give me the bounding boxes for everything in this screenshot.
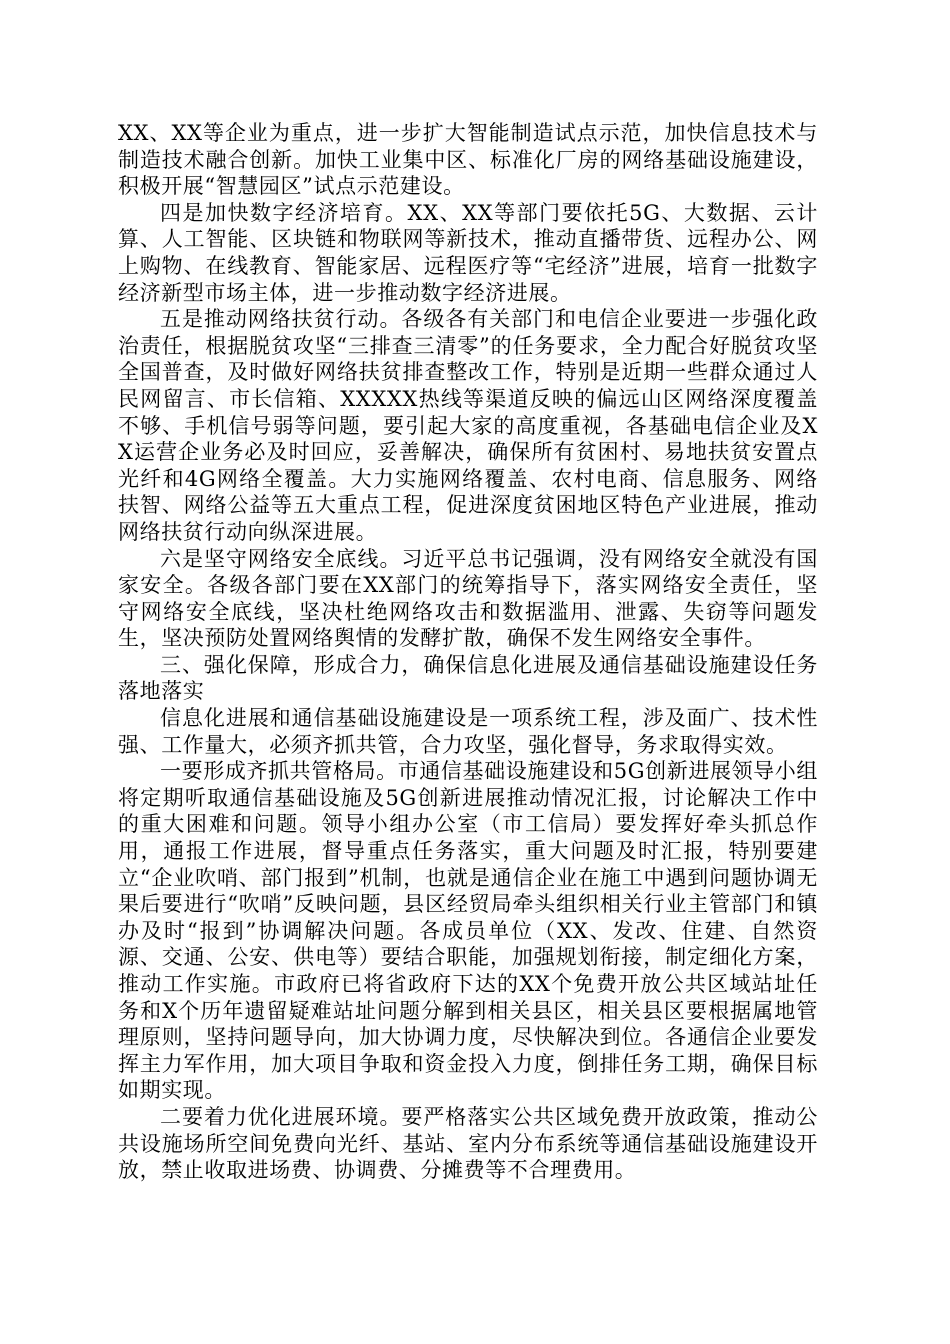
paragraph-joint-management: 一要形成齐抓共管格局。市通信基础设施建设和5G创新进展领导小组将定期听取通信基础设施及5G创新进展推动情况汇报，讨论解决工作中的重大困难和问题。领导小组办公室（市工信局）要发挥好牵头抓总作用，通报工作进展，督导重点任务落实，重大问题及时汇报，特别要建立“企业吹哨、部门报到”机制，也就是通信企业在施工中遇到问题协调无果后要进行“吹哨”反映问题，县区经贸局牵头组织相关行业主管部门和镇办及时“报到”协调解决问题。各成员单位（XX、发改、住建、自然资源、交通、公安、供电等）要结合职能，加强规划衔接，制定细化方案，推动工作实施。市政府已将省政府下达的XX个免费开放公共区域站址任务和X个历年遗留疑难站址问题分解到相关县区，相关县区要根据属地管理原则，坚持问题导向，加大协调力度，尽快解决到位。各通信企业要发挥主力军作用，加大项目争取和资金投入力度，倒排任务工期，确保目标如期实现。 — [118, 759, 818, 1103]
paragraph-continuation: XX、XX等企业为重点，进一步扩大智能制造试点示范，加快信息技术与制造技术融合创新。加快工业集中区、标准化厂房的网络基础设施建设，积极开展“智慧园区”试点示范建设。 — [118, 121, 818, 199]
section-heading-safeguards: 三、强化保障，形成合力，确保信息化进展及通信基础设施建设任务落地落实 — [118, 652, 818, 704]
paragraph-network-security: 六是坚守网络安全底线。习近平总书记强调，没有网络安全就没有国家安全。各级各部门要在XX部门的统筹指导下，落实网络安全责任，坚守网络安全底线，坚决杜绝网络攻击和数据滥用、泄露、失窃等问题发生，坚决预防处置网络舆情的发酵扩散，确保不发生网络安全事件。 — [118, 546, 818, 651]
paragraph-network-poverty-alleviation: 五是推动网络扶贫行动。各级各有关部门和电信企业要进一步强化政治责任，根据脱贫攻坚“三排查三清零”的任务要求，全力配合好脱贫攻坚全国普查，及时做好网络扶贫排查整改工作，特别是近期一些群众通过人民网留言、市长信箱、XXXXX热线等渠道反映的偏远山区网络深度覆盖不够、手机信号弱等问题，要引起大家的高度重视，各基础电信企业及XX运营企业务必及时回应，妥善解决，确保所有贫困村、易地扶贫安置点光纤和4G网络全覆盖。大力实施网络覆盖、农村电商、信息服务、网络扶智、网络公益等五大重点工程，促进深度贫困地区特色产业进展，推动网络扶贫行动向纵深进展。 — [118, 307, 818, 544]
paragraph-optimize-environment: 二要着力优化进展环境。要严格落实公共区域免费开放政策，推动公共设施场所空间免费向光纤、基站、室内分布系统等通信基础设施建设开放，禁止收取进场费、协调费、分摊费等不合理费用。 — [118, 1104, 818, 1183]
paragraph-section-intro: 信息化进展和通信基础设施建设是一项系统工程，涉及面广、技术性强、工作量大，必须齐抓共管，合力攻坚，强化督导，务求取得实效。 — [118, 706, 818, 757]
document-body — [118, 120, 818, 1184]
paragraph-digital-economy: 四是加快数字经济培育。XX、XX等部门要依托5G、大数据、云计算、人工智能、区块链和物联网等新技术，推动直播带货、远程办公、网上购物、在线教育、智能家居、远程医疗等“宅经济”进展，培育一批数字经济新型市场主体，进一步推动数字经济进展。 — [118, 200, 818, 305]
